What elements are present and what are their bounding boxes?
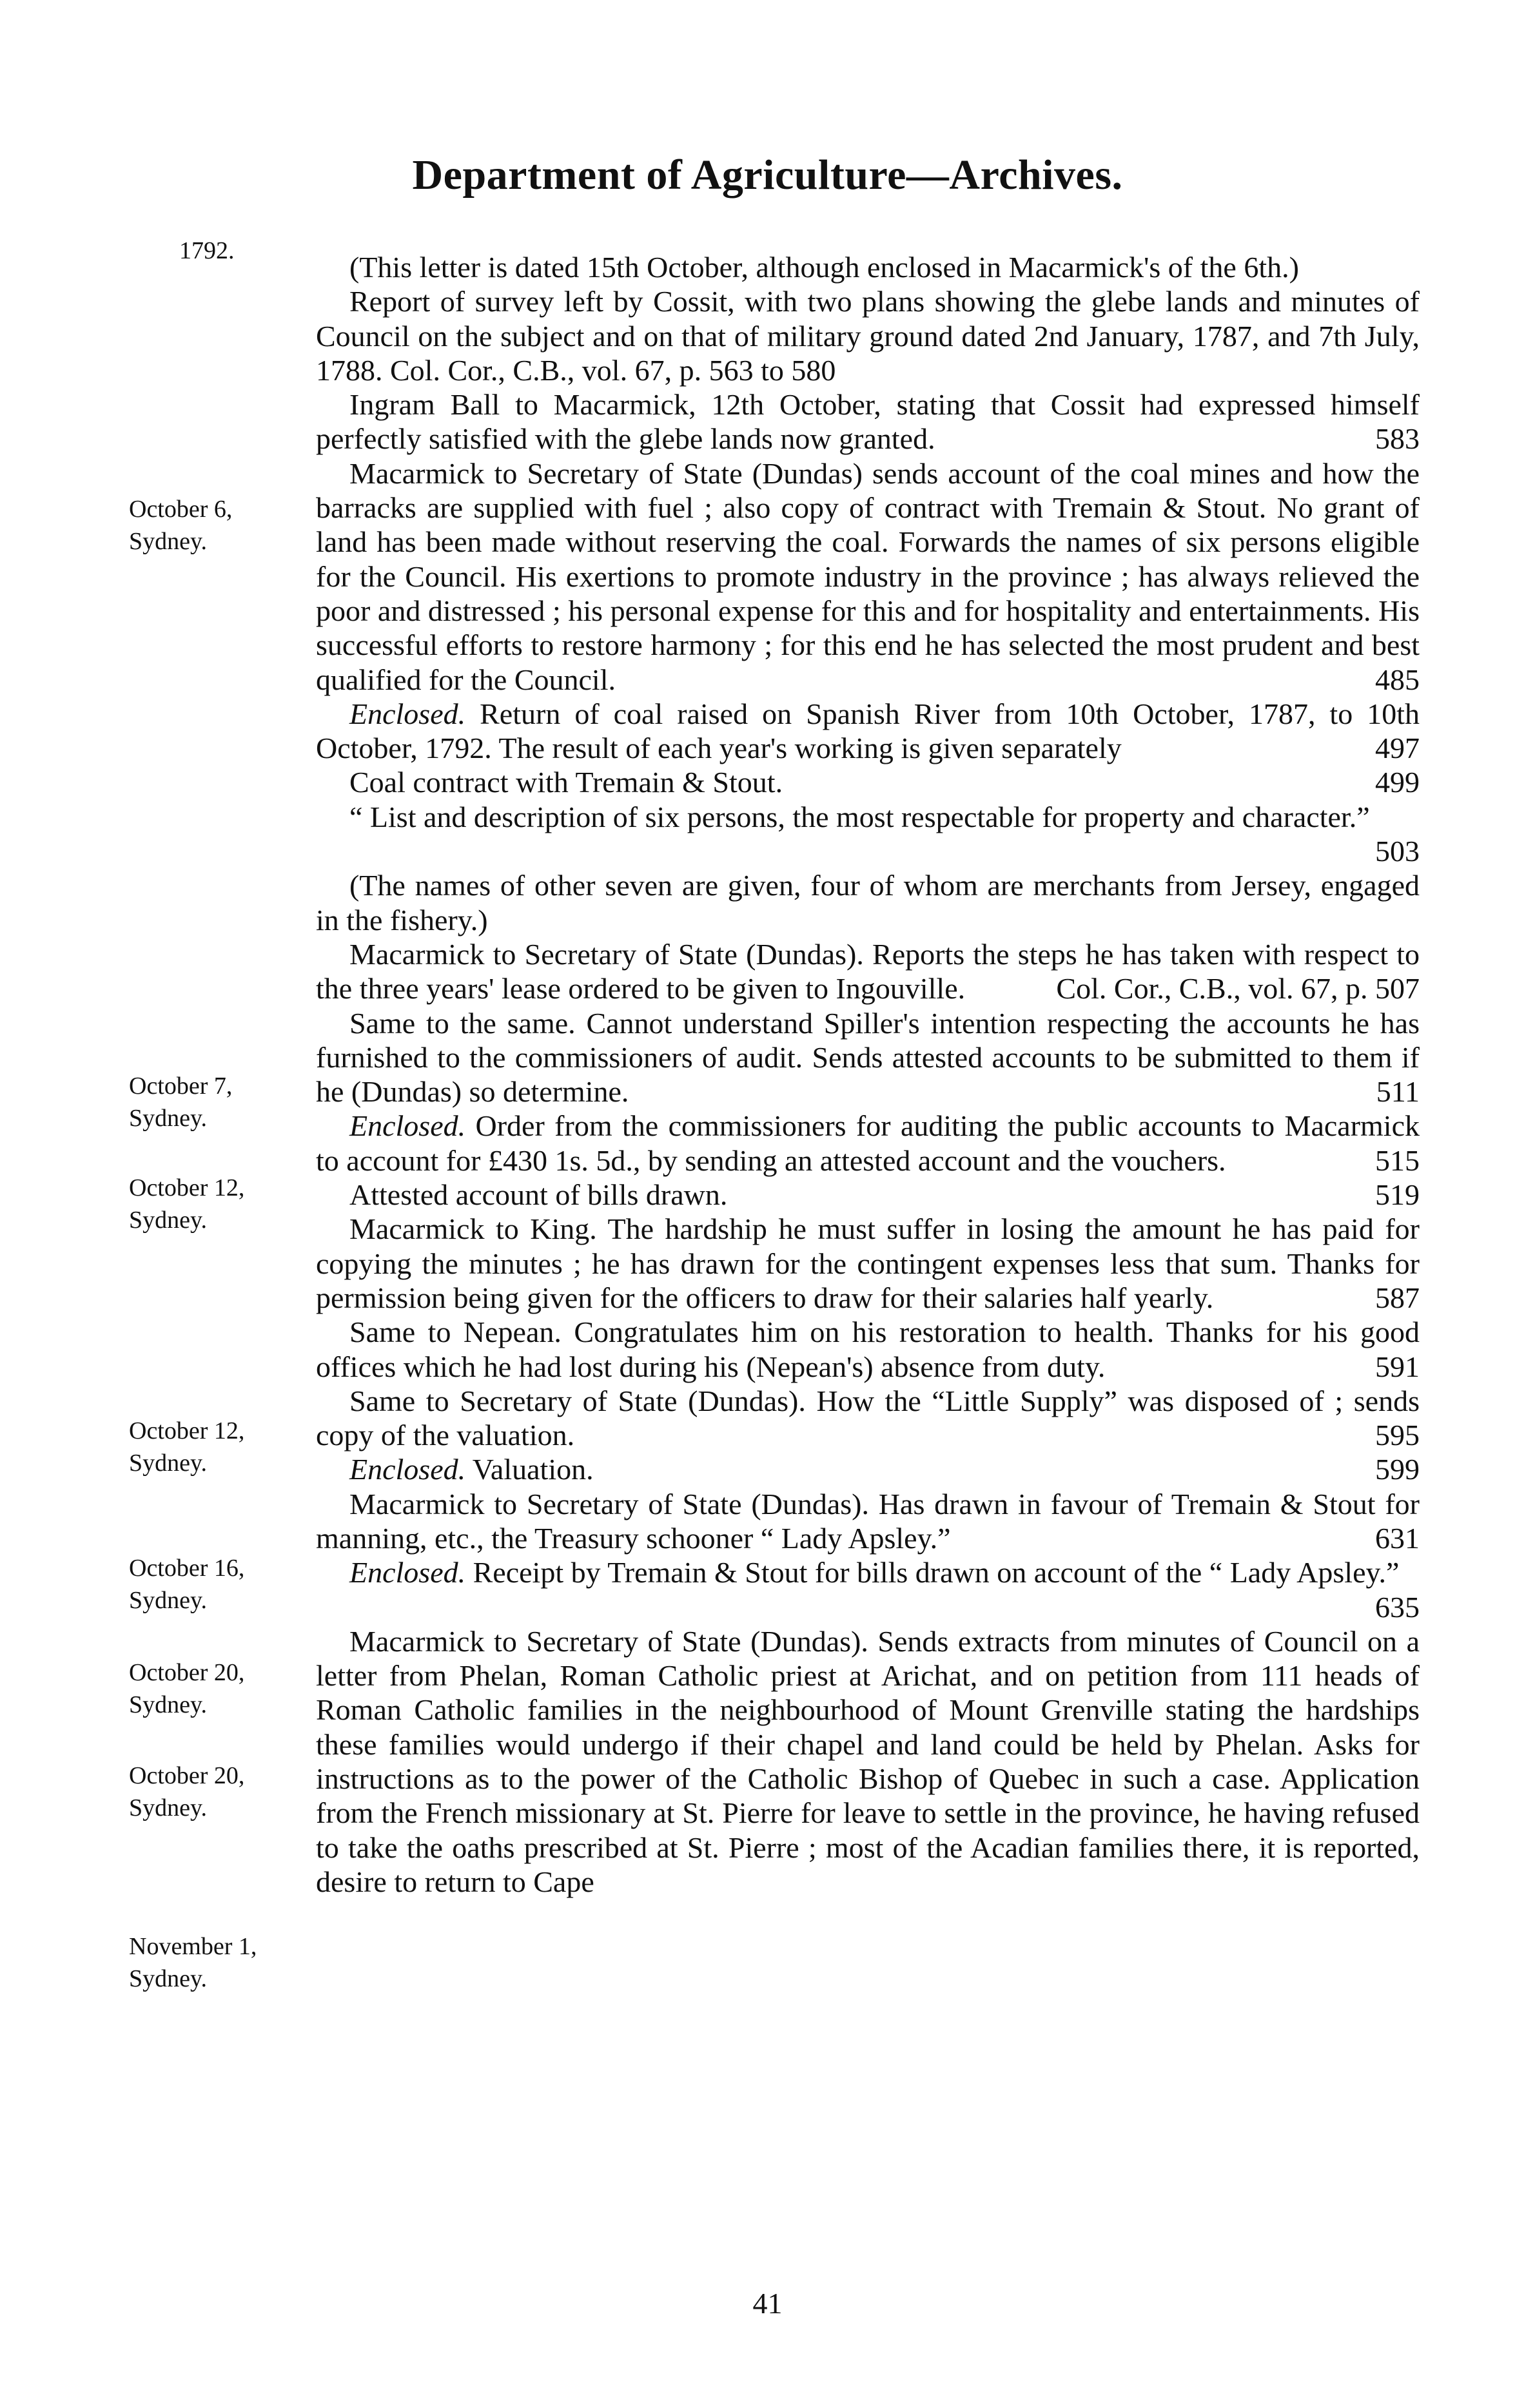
margin-date: October 12, xyxy=(129,1174,245,1201)
page-ref: 499 xyxy=(1375,766,1420,799)
enclosed-label: Enclosed. xyxy=(349,1453,466,1486)
margin-date-nov-1 xyxy=(129,1930,297,1995)
entry xyxy=(316,456,1420,697)
page-ref: 591 xyxy=(1375,1350,1420,1383)
margin-place: Sydney. xyxy=(129,1587,208,1614)
entry-enclosure xyxy=(316,697,1420,766)
entry-enclosure xyxy=(316,1109,1420,1178)
entry-text: (This letter is dated 15th October, although enclosed in Macarmick's of the 6th.) xyxy=(349,251,1299,284)
page-ref: 519 xyxy=(1375,1178,1420,1212)
margin-date-oct-12-a xyxy=(129,1172,297,1236)
entry xyxy=(316,1212,1420,1315)
page-ref: 511 xyxy=(1376,1075,1420,1109)
enclosed-label: Enclosed. xyxy=(349,697,466,730)
margin-place: Sydney. xyxy=(129,1794,208,1821)
page-ref: 497 xyxy=(1375,732,1420,765)
entry-enclosure xyxy=(316,1555,1420,1624)
entry-text: Return of coal raised on Spanish River from 10th October, 1787, to 10th October, 1792. The result of each year's working is given separately xyxy=(316,697,1420,765)
entry xyxy=(316,800,1420,869)
entry-note xyxy=(316,250,1420,284)
entry-text: Same to Secretary of State (Dundas). How the “Little Supply” was disposed of ; sends copy of the valuation. xyxy=(316,1384,1420,1452)
entry xyxy=(316,1178,1420,1212)
entry xyxy=(316,937,1420,1006)
entry xyxy=(316,1487,1420,1556)
enclosed-label: Enclosed. xyxy=(349,1109,466,1143)
entry xyxy=(316,387,1420,456)
entry-text: Macarmick to King. The hardship he must suffer in losing the amount he has paid for copying the minutes ; he has drawn for the contingent expenses less that sum. Thanks for permission being given for the officers to draw for their salaries half yearly. xyxy=(316,1212,1420,1314)
entry xyxy=(316,765,1420,799)
entry-text: Ingram Ball to Macarmick, 12th October, stating that Cossit had expressed himself perfectly satisfied with the glebe lands now granted. xyxy=(316,388,1420,456)
margin-date-oct-7 xyxy=(129,1070,297,1134)
margin-place: Sydney. xyxy=(129,1207,208,1234)
entry-text: Order from the commissioners for auditing the public accounts to Macarmick to account for £430 1s. 5d., by sending an attested account and the vouchers. xyxy=(316,1109,1420,1177)
entry-text: Macarmick to Secretary of State (Dundas). Sends extracts from minutes of Council on a letter from Phelan, Roman Catholic priest at Arichat, and on petition from 111 heads of Roman Catholic families in the neighbourhood of Mount Grenville stating the hardships these families would undergo if their chapel and land could be held by Phelan. Asks for instructions as to the power of the Catholic Bishop of Quebec in such a case. Application from the French missionary at St. Pierre for leave to settle in the province, he having refused to take the oaths prescribed at St. Pierre ; most of the Acadian families there, it is reported, desire to return to Cape xyxy=(316,1624,1420,1898)
margin-place: Sydney. xyxy=(129,1105,208,1132)
entry-enclosure xyxy=(316,1452,1420,1486)
entry-text: Coal contract with Tremain & Stout. xyxy=(349,766,783,799)
entry xyxy=(316,1624,1420,1899)
page-ref: 583 xyxy=(1375,422,1420,456)
page-title: Department of Agriculture—Archives. xyxy=(412,151,1123,199)
margin-date: October 20, xyxy=(129,1762,245,1789)
entry xyxy=(316,1006,1420,1109)
margin-date: October 12, xyxy=(129,1417,245,1444)
page-ref: 503 xyxy=(1375,835,1420,868)
margin-date-oct-16 xyxy=(129,1552,297,1617)
margin-date: October 6, xyxy=(129,496,233,523)
entry-text: Same to Nepean. Congratulates him on his restoration to health. Thanks for his good offices which he had lost during his (Nepean's) absence from duty. xyxy=(316,1316,1420,1383)
margin-date-oct-20-b xyxy=(129,1760,297,1824)
margin-date-oct-6 xyxy=(129,493,297,558)
page-ref: 515 xyxy=(1375,1143,1420,1177)
entry-text: “ List and description of six persons, the most respectable for property and character.” xyxy=(349,800,1370,833)
entry xyxy=(316,1315,1420,1384)
entry-text: Receipt by Tremain & Stout for bills drawn on account of the “ Lady Apsley.” xyxy=(473,1556,1400,1589)
entry xyxy=(316,284,1420,387)
margin-date-oct-12-b xyxy=(129,1415,297,1479)
entry-text: Attested account of bills drawn. xyxy=(349,1178,728,1212)
entry-text: Valuation. xyxy=(472,1453,594,1486)
margin-place: Sydney. xyxy=(129,528,208,555)
entry-text: (The names of other seven are given, four of whom are merchants from Jersey, engaged in the fishery.) xyxy=(316,869,1420,937)
page-ref: 587 xyxy=(1375,1281,1420,1314)
page-ref: 595 xyxy=(1375,1419,1420,1452)
volume-ref: Col. Cor., C.B., vol. 67, p. 507 xyxy=(1056,972,1420,1005)
margin-date: October 7, xyxy=(129,1073,233,1100)
margin-place: Sydney. xyxy=(129,1965,208,1992)
margin-place: Sydney. xyxy=(129,1691,208,1718)
entry xyxy=(316,1384,1420,1453)
entry-text: Report of survey left by Cossit, with two plans showing the glebe lands and minutes of Council on the subject and on that of military ground dated 2nd January, 1787, and 7th July, 1788. Col. Cor., C.B., vol. 67, p. 563 to 580 xyxy=(316,285,1420,387)
entry-note xyxy=(316,868,1420,937)
page-ref: 485 xyxy=(1375,663,1420,696)
page-ref: 631 xyxy=(1375,1521,1420,1555)
margin-date-oct-20-a xyxy=(129,1656,297,1721)
margin-date: November 1, xyxy=(129,1933,257,1960)
page-number: 41 xyxy=(752,2287,783,2320)
margin-date: October 20, xyxy=(129,1659,245,1686)
margin-year: 1792. xyxy=(179,237,235,264)
entry-text: Macarmick to Secretary of State (Dundas). Reports the steps he has taken with respect to the three years' lease ordered to be given to Ingouville. xyxy=(316,937,1420,1005)
margin-place: Sydney. xyxy=(129,1450,208,1477)
margin-date: October 16, xyxy=(129,1555,245,1582)
entry-text: Same to the same. Cannot understand Spiller's intention respecting the accounts he has furnished to the commissioners of audit. Sends attested accounts to be submitted to them if he (Dundas) so determine. xyxy=(316,1006,1420,1109)
page-ref: 635 xyxy=(1375,1590,1420,1624)
entry-text: Macarmick to Secretary of State (Dundas) sends account of the coal mines and how the barracks are supplied with fuel ; also copy of contract with Tremain & Stout. No grant of land has been made without reserving the coal. Forwards the names of six persons eligible for the Council. His exertions to promote industry in the province ; has always relieved the poor and distressed ; his personal expense for this and for hospitality and entertainments. His successful efforts to restore harmony ; for this end he has selected the most prudent and best qualified for the Council. xyxy=(316,456,1420,696)
enclosed-label: Enclosed. xyxy=(349,1556,466,1589)
calendar-entries xyxy=(316,250,1420,1899)
page-ref: 599 xyxy=(1375,1453,1420,1486)
entry-text: Macarmick to Secretary of State (Dundas). Has drawn in favour of Tremain & Stout for manning, etc., the Treasury schooner “ Lady Apsley.” xyxy=(316,1487,1420,1555)
